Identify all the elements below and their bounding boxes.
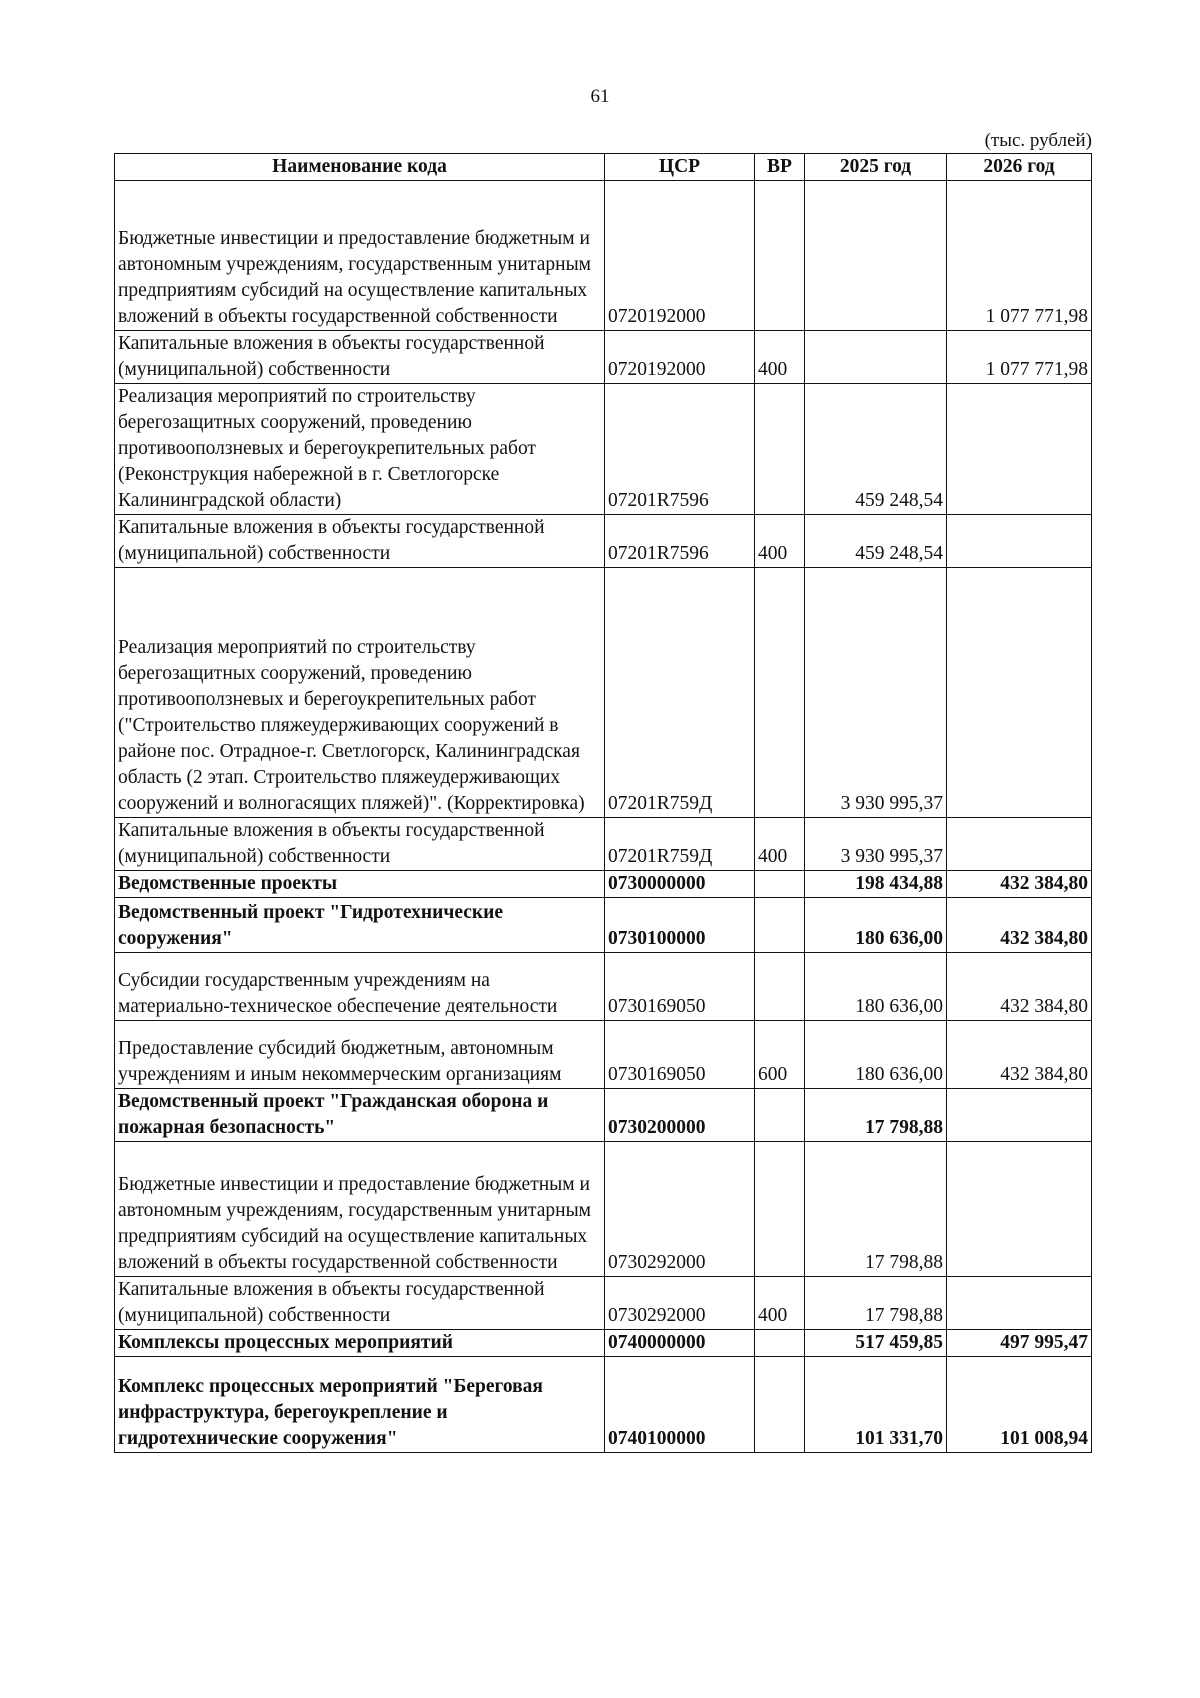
header-csr: ЦСР xyxy=(605,154,755,181)
cell-name: Бюджетные инвестиции и предоставление бюджетным и автономным учреждениям, государственным унитарным предприятиям субсидий на осуществление капитальных вложений в объекты государственной собственности xyxy=(115,1142,605,1277)
table-row xyxy=(115,331,1092,384)
cell-csr: 07201R759Д xyxy=(605,568,755,818)
cell-2025: 101 331,70 xyxy=(805,1357,947,1453)
cell-2025: 17 798,88 xyxy=(805,1277,947,1330)
cell-2026: 432 384,80 xyxy=(947,898,1092,953)
cell-csr: 0730169050 xyxy=(605,1021,755,1089)
cell-name: Ведомственные проекты xyxy=(115,871,605,898)
cell-csr: 0740000000 xyxy=(605,1330,755,1357)
header-vr: ВР xyxy=(755,154,805,181)
cell-2026: 497 995,47 xyxy=(947,1330,1092,1357)
budget-table xyxy=(114,153,1092,1453)
cell-2025: 198 434,88 xyxy=(805,871,947,898)
cell-vr xyxy=(755,1330,805,1357)
cell-name: Реализация мероприятий по строительству берегозащитных сооружений, проведению противооползневых и берегоукрепительных работ ("Строительство пляжеудерживающих сооружений в районе пос. Отрадное-г. Светлогорск, Калининградская область (2 этап. Строительство пляжеудерживающих сооружений и волногасящих пляжей)". (Корректировка) xyxy=(115,568,605,818)
cell-name: Капитальные вложения в объекты государственной (муниципальной) собственности xyxy=(115,1277,605,1330)
cell-2026 xyxy=(947,1277,1092,1330)
cell-2025: 517 459,85 xyxy=(805,1330,947,1357)
cell-vr: 400 xyxy=(755,331,805,384)
table-row xyxy=(115,1021,1092,1089)
cell-vr: 400 xyxy=(755,818,805,871)
cell-name: Комплексы процессных мероприятий xyxy=(115,1330,605,1357)
cell-name: Капитальные вложения в объекты государственной (муниципальной) собственности xyxy=(115,515,605,568)
cell-vr xyxy=(755,898,805,953)
table-row xyxy=(115,953,1092,1021)
cell-name: Ведомственный проект "Гидротехнические сооружения" xyxy=(115,898,605,953)
cell-2026: 1 077 771,98 xyxy=(947,331,1092,384)
table-row xyxy=(115,1330,1092,1357)
header-row xyxy=(115,154,1092,181)
cell-2026 xyxy=(947,818,1092,871)
cell-name: Реализация мероприятий по строительству берегозащитных сооружений, проведению противооползневых и берегоукрепительных работ (Реконструкция набережной в г. Светлогорске Калининградской области) xyxy=(115,384,605,515)
table-row xyxy=(115,898,1092,953)
cell-name: Субсидии государственным учреждениям на материально-техническое обеспечение деятельности xyxy=(115,953,605,1021)
cell-csr: 07201R759Д xyxy=(605,818,755,871)
table-row xyxy=(115,1357,1092,1453)
cell-vr xyxy=(755,953,805,1021)
table-row xyxy=(115,515,1092,568)
units-label: (тыс. рублей) xyxy=(984,130,1092,151)
cell-vr: 600 xyxy=(755,1021,805,1089)
table-row xyxy=(115,871,1092,898)
cell-csr: 07201R7596 xyxy=(605,515,755,568)
cell-2026: 432 384,80 xyxy=(947,1021,1092,1089)
cell-2025: 3 930 995,37 xyxy=(805,568,947,818)
cell-2025: 180 636,00 xyxy=(805,953,947,1021)
cell-csr: 0730169050 xyxy=(605,953,755,1021)
cell-vr xyxy=(755,1357,805,1453)
cell-2025: 459 248,54 xyxy=(805,515,947,568)
cell-vr xyxy=(755,384,805,515)
cell-2025: 459 248,54 xyxy=(805,384,947,515)
cell-2025: 17 798,88 xyxy=(805,1142,947,1277)
cell-csr: 0730000000 xyxy=(605,871,755,898)
cell-2026 xyxy=(947,568,1092,818)
cell-vr xyxy=(755,871,805,898)
table-row xyxy=(115,1277,1092,1330)
cell-2026: 101 008,94 xyxy=(947,1357,1092,1453)
table-row xyxy=(115,181,1092,331)
header-2026: 2026 год xyxy=(947,154,1092,181)
cell-2025: 180 636,00 xyxy=(805,1021,947,1089)
table-header xyxy=(115,154,1092,181)
cell-2025 xyxy=(805,331,947,384)
cell-name: Ведомственный проект "Гражданская оборона и пожарная безопасность" xyxy=(115,1089,605,1142)
table-row xyxy=(115,1142,1092,1277)
cell-csr: 0720192000 xyxy=(605,181,755,331)
cell-2026 xyxy=(947,515,1092,568)
cell-2026 xyxy=(947,1089,1092,1142)
cell-vr: 400 xyxy=(755,1277,805,1330)
header-name: Наименование кода xyxy=(115,154,605,181)
cell-2026: 432 384,80 xyxy=(947,871,1092,898)
table-row xyxy=(115,568,1092,818)
cell-vr xyxy=(755,181,805,331)
cell-csr: 0730292000 xyxy=(605,1142,755,1277)
cell-2026: 1 077 771,98 xyxy=(947,181,1092,331)
page-number: 61 xyxy=(590,86,610,107)
cell-name: Предоставление субсидий бюджетным, автономным учреждениям и иным некоммерческим организациям xyxy=(115,1021,605,1089)
cell-vr xyxy=(755,1142,805,1277)
cell-csr: 0730292000 xyxy=(605,1277,755,1330)
cell-2026: 432 384,80 xyxy=(947,953,1092,1021)
cell-csr: 0740100000 xyxy=(605,1357,755,1453)
header-2025: 2025 год xyxy=(805,154,947,181)
table-row xyxy=(115,1089,1092,1142)
cell-2025 xyxy=(805,181,947,331)
cell-csr: 0720192000 xyxy=(605,331,755,384)
cell-2025: 180 636,00 xyxy=(805,898,947,953)
cell-name: Капитальные вложения в объекты государственной (муниципальной) собственности xyxy=(115,331,605,384)
cell-vr xyxy=(755,568,805,818)
cell-name: Капитальные вложения в объекты государственной (муниципальной) собственности xyxy=(115,818,605,871)
table-row xyxy=(115,818,1092,871)
cell-name: Комплекс процессных мероприятий "Береговая инфраструктура, берегоукрепление и гидротехнические сооружения" xyxy=(115,1357,605,1453)
cell-vr: 400 xyxy=(755,515,805,568)
table-body xyxy=(115,181,1092,1453)
cell-vr xyxy=(755,1089,805,1142)
table-row xyxy=(115,384,1092,515)
cell-csr: 0730100000 xyxy=(605,898,755,953)
cell-2025: 17 798,88 xyxy=(805,1089,947,1142)
cell-2026 xyxy=(947,384,1092,515)
cell-csr: 0730200000 xyxy=(605,1089,755,1142)
cell-name: Бюджетные инвестиции и предоставление бюджетным и автономным учреждениям, государственным унитарным предприятиям субсидий на осуществление капитальных вложений в объекты государственной собственности xyxy=(115,181,605,331)
cell-csr: 07201R7596 xyxy=(605,384,755,515)
cell-2026 xyxy=(947,1142,1092,1277)
cell-2025: 3 930 995,37 xyxy=(805,818,947,871)
